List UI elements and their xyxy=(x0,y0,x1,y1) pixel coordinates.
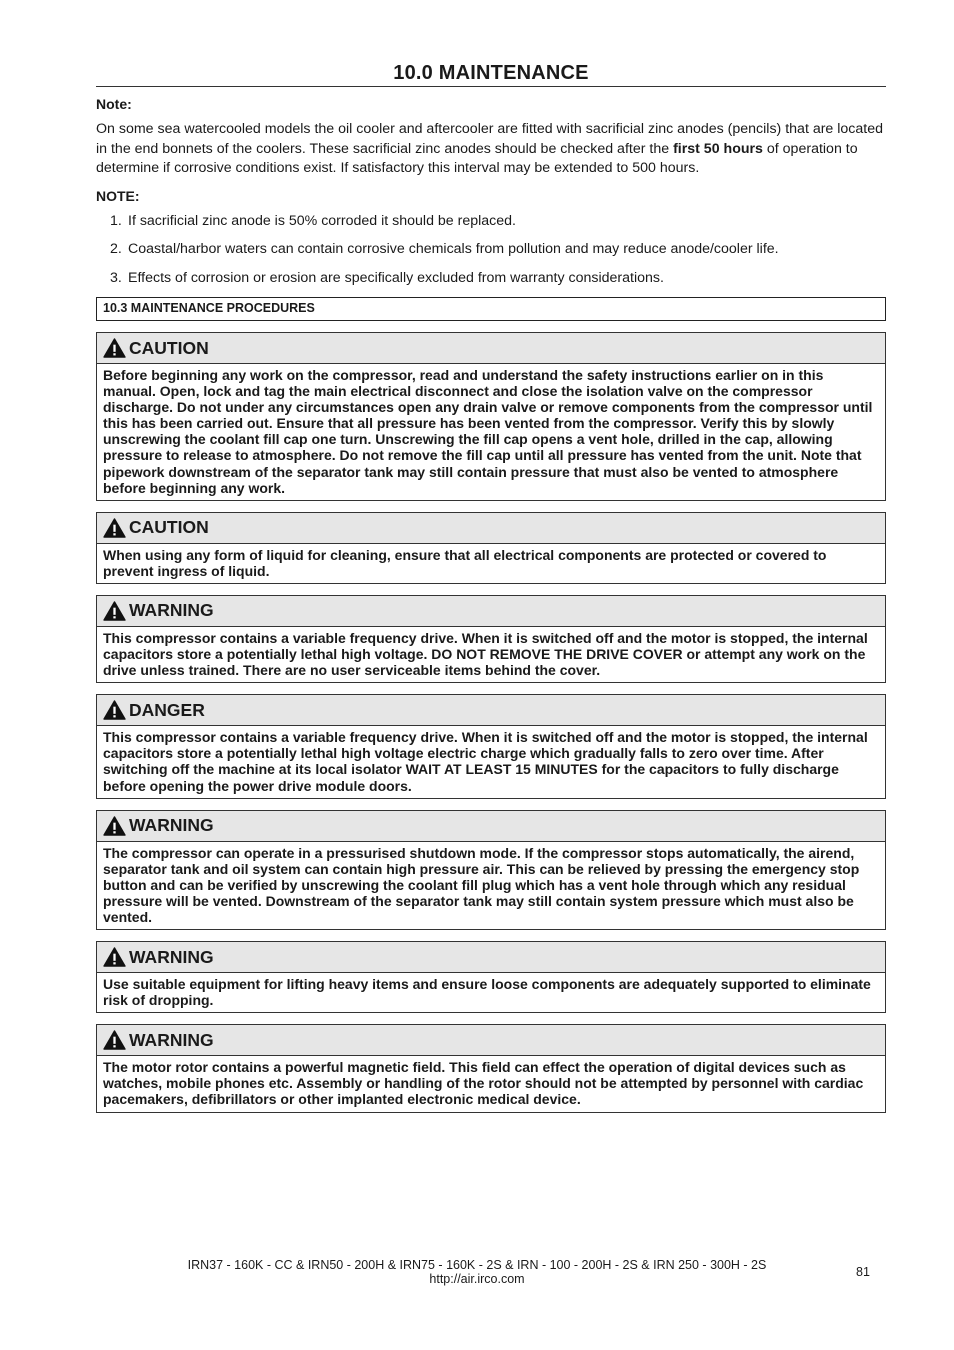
alert-box-warning xyxy=(96,941,886,1013)
alert-box-warning xyxy=(96,595,886,683)
list-item xyxy=(110,269,886,288)
list-item-text: Effects of corrosion or erosion are specifically excluded from warranty considerations. xyxy=(128,269,664,286)
footer xyxy=(0,1258,954,1286)
warning-triangle-icon xyxy=(103,1030,126,1050)
note-label-2: NOTE: xyxy=(96,187,140,204)
page-content xyxy=(96,62,886,1113)
note-text-after: of operation to determine if corrosive conditions exist. If satisfactory this interval may be extended to 500 hours. xyxy=(96,140,858,176)
footer-url: http://air.irco.com xyxy=(429,1272,525,1286)
alert-header xyxy=(97,811,885,842)
alert-label: WARNING xyxy=(129,815,214,836)
warning-triangle-icon xyxy=(103,700,126,720)
section-heading: 10.3 MAINTENANCE PROCEDURES xyxy=(96,297,886,321)
alert-body: Use suitable equipment for lifting heavy items and ensure loose components are adequately supported to eliminate risk of dropping. xyxy=(103,976,871,1009)
alert-header xyxy=(97,513,885,544)
list-item-number: 2. xyxy=(110,241,122,257)
alert-box-warning xyxy=(96,1024,886,1112)
warning-triangle-icon xyxy=(103,601,126,621)
page-number: 81 xyxy=(856,1265,870,1279)
alert-body: This compressor contains a variable frequency drive. When it is switched off and the motor is stopped, the internal capacitors store a potentially lethal high voltage electric charge which gradually falls to zero over time. After switching off the machine at its local isolator WAIT AT LEAST 15 MINUTES for the capacitors to fully discharge before opening the power drive module doors. xyxy=(103,729,868,794)
alert-header xyxy=(97,695,885,726)
alert-box-warning xyxy=(96,810,886,930)
alert-label: WARNING xyxy=(129,1029,214,1050)
alert-header xyxy=(97,596,885,627)
alert-body: The motor rotor contains a powerful magnetic field. This field can effect the operation of digital devices such as watches, mobile phones etc. Assembly or handling of the rotor should not be attempted by personnel with cardiac pacemakers, defibrillators or other implanted electronic medical device. xyxy=(103,1059,864,1108)
page-title: 10.0 MAINTENANCE xyxy=(96,62,886,87)
footer-model-line: IRN37 - 160K - CC & IRN50 - 200H & IRN75 - 160K - 2S & IRN - 100 - 200H - 2S & IRN 250 - 300H - 2S xyxy=(187,1258,767,1272)
alert-label: WARNING xyxy=(129,946,214,967)
alert-label: CAUTION xyxy=(129,337,209,358)
alert-label: WARNING xyxy=(129,600,214,621)
warning-triangle-icon xyxy=(103,518,126,538)
list-item-text: Coastal/harbor waters can contain corrosive chemicals from pollution and may reduce anode/cooler life. xyxy=(128,241,779,257)
note-text-before: On some sea watercooled models the oil cooler and aftercooler are fitted with sacrificial zinc anodes (pencils) that are located in the end bonnets of the coolers. These sacrificial zinc anodes should be checked after the xyxy=(96,121,884,157)
warning-triangle-icon xyxy=(103,338,126,358)
alert-body: Before beginning any work on the compressor, read and understand the safety instructions earlier on in this manual. Open, lock and tag the main electrical disconnect and close the isolation valve on the compressor discharge. Do not under any circumstances open any drain valve or remove components from the compressor until this has been carried out. Ensure that all pressure has been vented from the compressor. Verify this by slowly unscrewing the coolant fill cap one turn. Unscrewing the fill cap opens a vent hole, drilled in the cap, allowing pressure to release to atmosphere. Do not remove the fill cap until all pressure has vented from the unit. Note that pipework downstream of the separator tank may still contain pressure that must also be vented to atmosphere before beginning any work. xyxy=(103,367,873,496)
warning-triangle-icon xyxy=(103,816,126,836)
alert-header xyxy=(97,1025,885,1056)
note-list xyxy=(96,212,886,288)
list-item-text: If sacrificial zinc anode is 50% corroded it should be replaced. xyxy=(128,212,517,229)
alert-label: CAUTION xyxy=(129,517,209,538)
alert-list xyxy=(96,332,886,1113)
list-item xyxy=(110,212,886,231)
alert-body: When using any form of liquid for cleaning, ensure that all electrical components are protected or covered to prevent ingress of liquid. xyxy=(103,546,827,579)
alert-box-caution xyxy=(96,512,886,584)
alert-header xyxy=(97,942,885,973)
alert-label: DANGER xyxy=(129,699,205,720)
note-label: Note: xyxy=(96,96,132,112)
alert-body: This compressor contains a variable frequency drive. When it is switched off and the motor is stopped, the internal capacitors store a potentially lethal high voltage. DO NOT REMOVE THE DRIVE COVER or attempt any work on the drive unless trained. There are no user serviceable items behind the cover. xyxy=(103,629,868,679)
alert-header xyxy=(97,333,885,364)
alert-box-caution xyxy=(96,332,886,501)
list-item-number: 3. xyxy=(110,269,122,286)
alert-body: The compressor can operate in a pressurised shutdown mode. If the compressor stops automatically, the airend, separator tank and oil system can contain high pressure air. This can be relieved by pressing the emergency stop button and can be verified by unscrewing the coolant fill plug which has a vent hole through which any residual pressure will be vented. Downstream of the separator tank may still contain system pressure which must also be vented. xyxy=(103,844,860,925)
note-text-bold: first 50 hours xyxy=(673,140,763,157)
list-item-number: 1. xyxy=(110,212,122,229)
note-paragraph xyxy=(96,120,886,179)
alert-box-danger xyxy=(96,694,886,798)
warning-triangle-icon xyxy=(103,947,126,967)
list-item xyxy=(110,240,886,259)
